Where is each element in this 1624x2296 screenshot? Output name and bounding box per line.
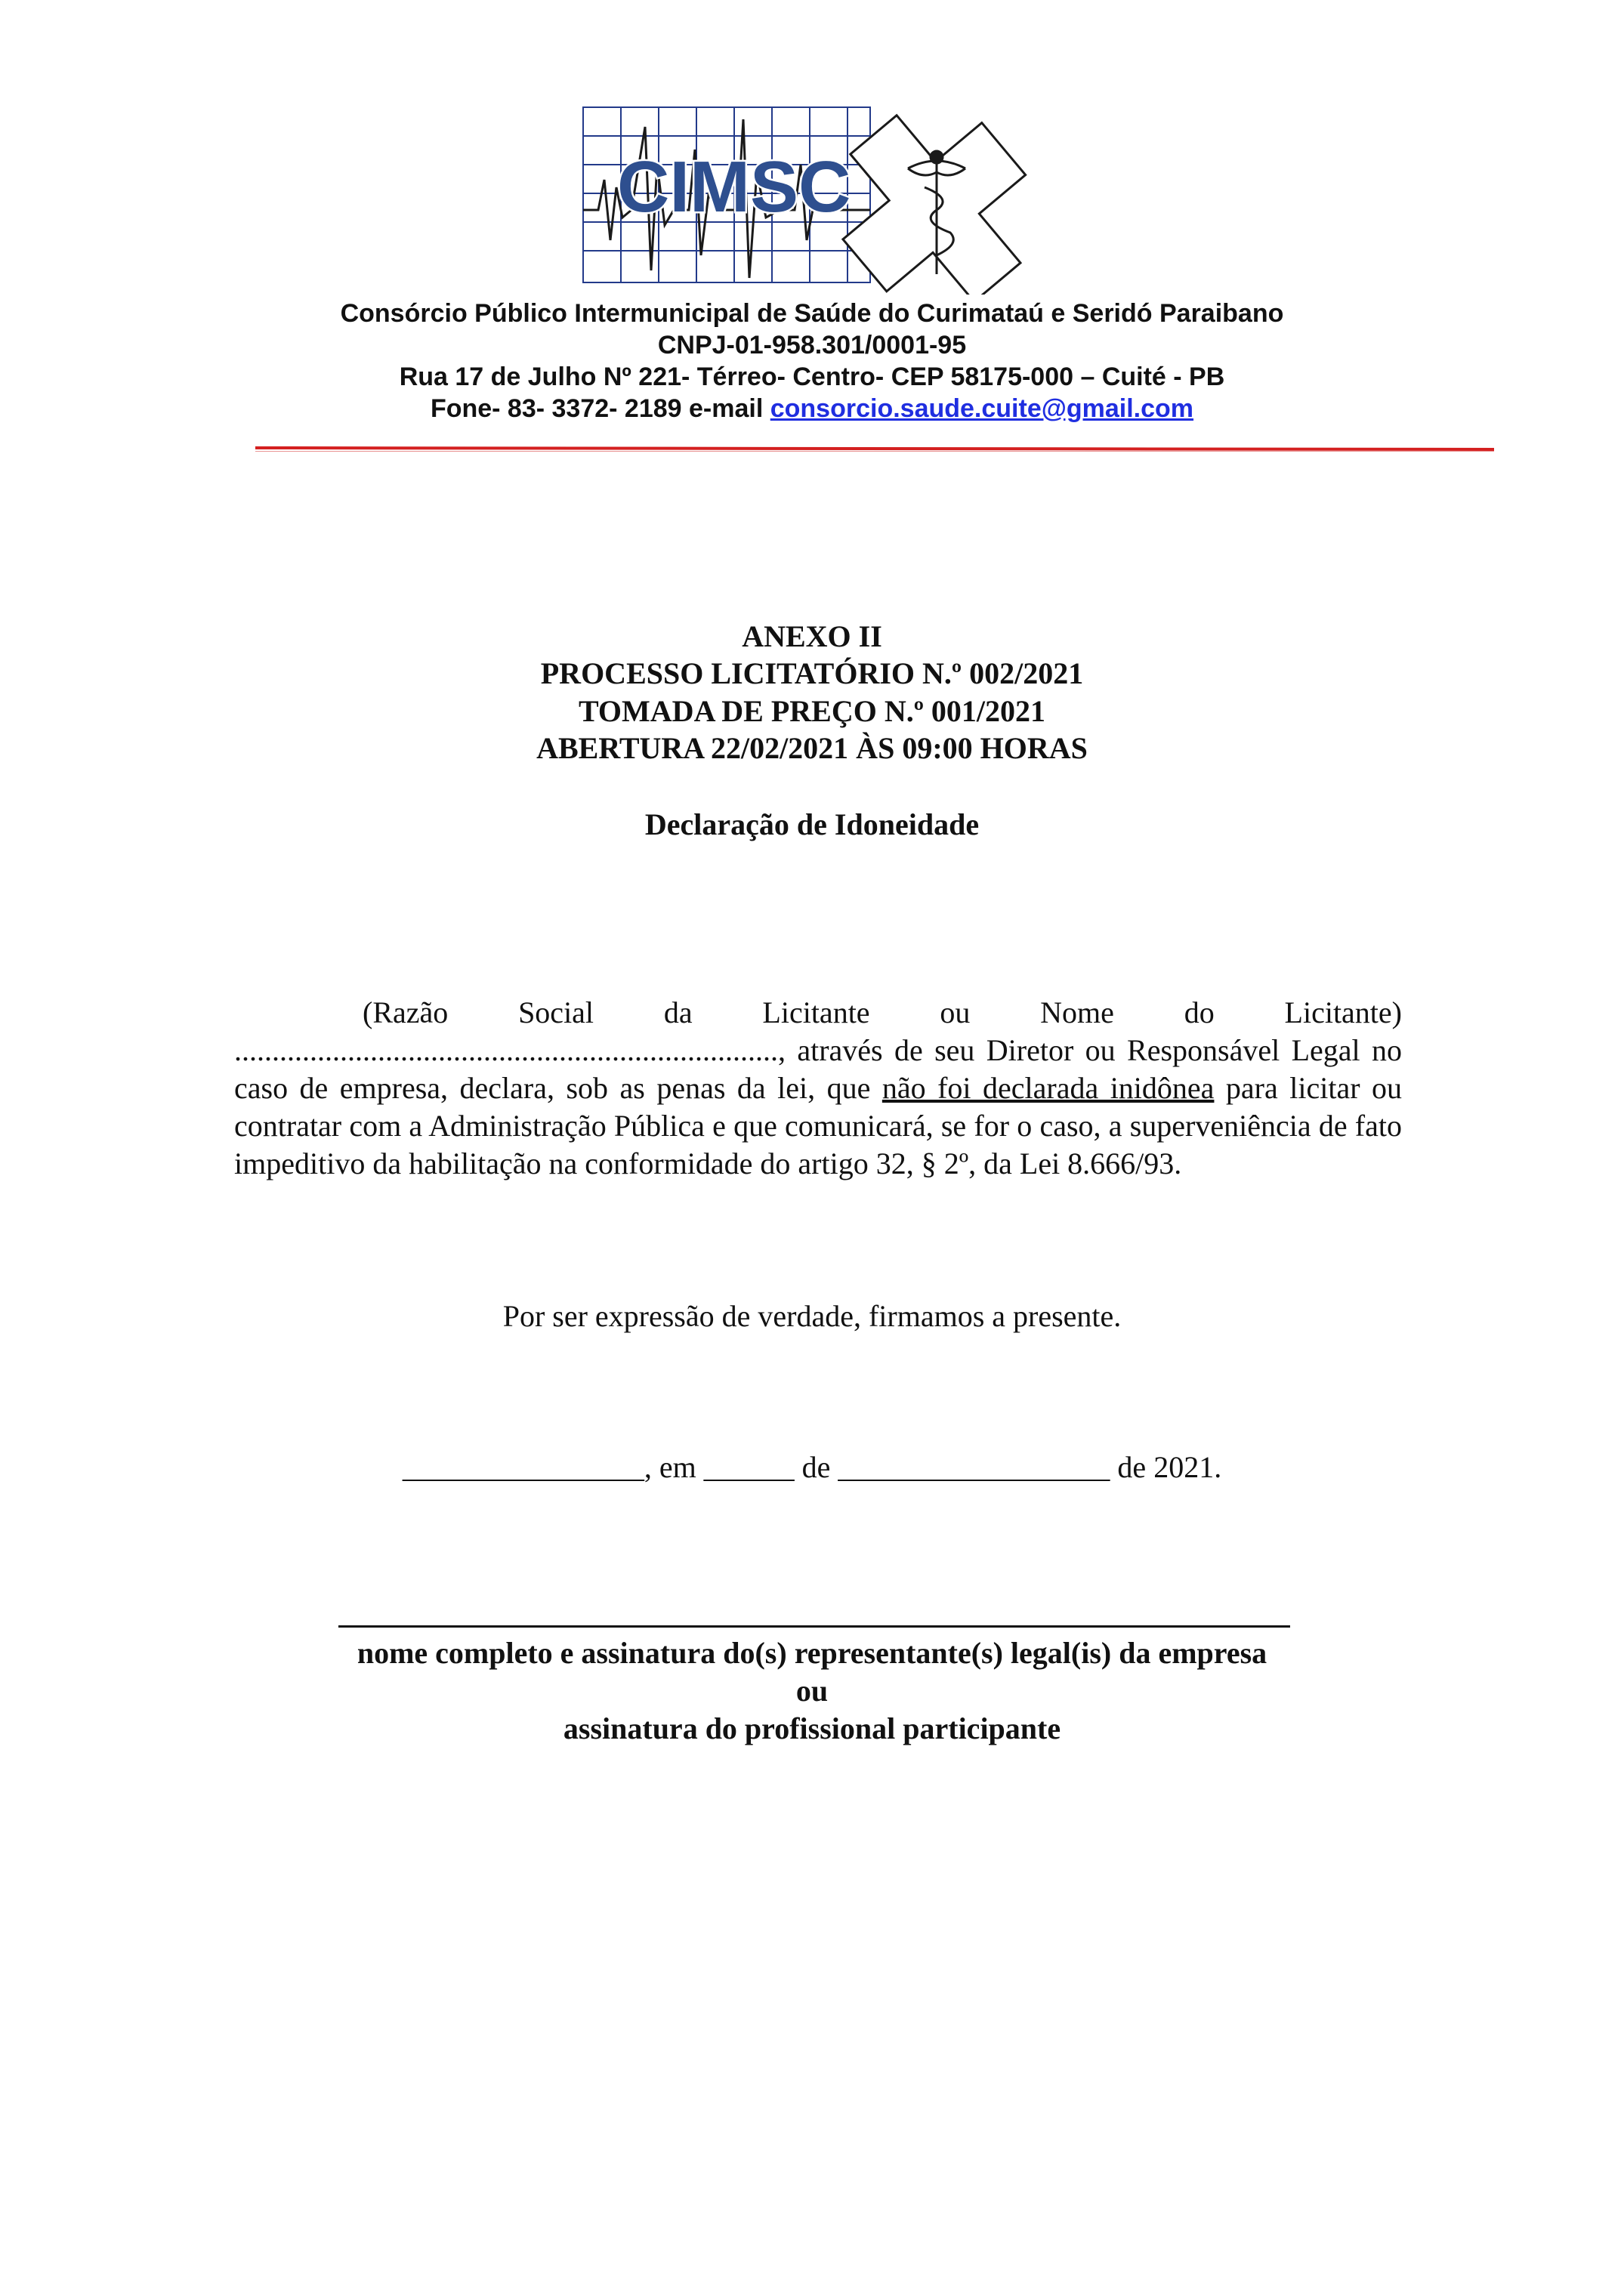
- declaration-title: Declaração de Idoneidade: [644, 807, 980, 841]
- underlined-clause: não foi declarada inidônea: [881, 1071, 1215, 1105]
- opening-date: ABERTURA 22/02/2021 ÀS 09:00 HORAS: [536, 731, 1088, 765]
- cimsc-logo: [576, 97, 1065, 295]
- process-number: PROCESSO LICITATÓRIO N.º 002/2021: [540, 656, 1084, 690]
- paragraph-start: (Razão Social da Licitante ou Nome do Licitante) ........................................................................, através de seu Diretor ou Responsável Legal no caso de empresa, declara, sob as penas da lei, que: [234, 995, 1402, 1105]
- email-link[interactable]: consorcio.saude.cuite@gmail.com: [770, 394, 1194, 423]
- signature-caption-2: ou: [795, 1674, 829, 1708]
- organization-cnpj: CNPJ-01-958.301/0001-95: [657, 331, 967, 360]
- date-place-line: ________________, em ______ de __________________ de 2021.: [402, 1450, 1222, 1484]
- signature-caption-1: nome completo e assinatura do(s) representante(s) legal(is) da empresa: [357, 1636, 1267, 1670]
- phone-text: Fone- 83- 3372- 2189 e-mail: [430, 394, 770, 423]
- tomada-number: TOMADA DE PREÇO N.º 001/2021: [578, 694, 1046, 728]
- signature-caption-3: assinatura do profissional participante: [563, 1711, 1061, 1745]
- letterhead-divider: [255, 446, 1494, 452]
- organization-contact: [0, 393, 1624, 424]
- signature-line: [338, 1625, 1290, 1628]
- logo-text: CIMSC: [617, 147, 851, 227]
- paragraph-end: para licitar ou contratar com a Administração Pública e que comunicará, se for o caso, a superveniência de fato impeditivo da habilitação na conformidade do artigo 32, § 2º, da Lei 8.666/93.: [234, 1071, 1403, 1180]
- organization-address: Rua 17 de Julho Nº 221- Térreo- Centro- CEP 58175-000 – Cuité - PB: [399, 363, 1225, 391]
- organization-name: Consórcio Público Intermunicipal de Saúde do Curimataú e Seridó Paraibano: [340, 299, 1284, 328]
- annex-title: ANEXO II: [742, 619, 882, 653]
- closing-statement: Por ser expressão de verdade, firmamos a presente.: [502, 1299, 1122, 1333]
- declaration-paragraph: [234, 994, 1402, 1183]
